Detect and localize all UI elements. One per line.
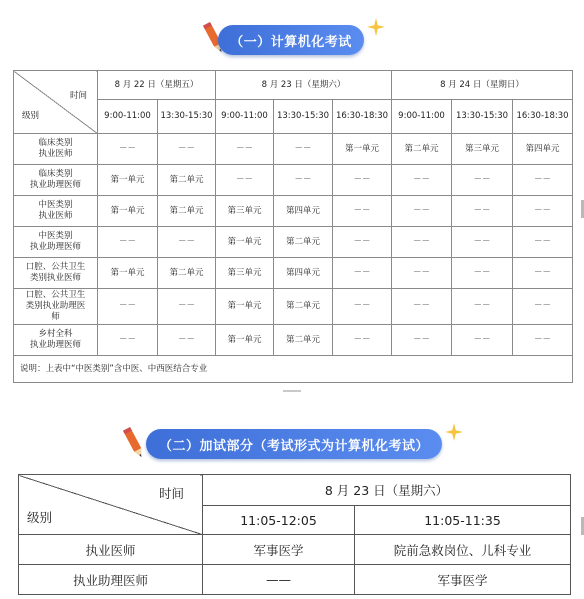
time-header: 13:30-15:30: [158, 100, 216, 134]
time-header: 16:30-18:30: [333, 100, 392, 134]
additional-exam-table: [18, 474, 571, 595]
schedule-cell: －－: [274, 134, 333, 165]
schedule-cell: 第三单元: [216, 196, 274, 227]
schedule-cell: －－: [452, 325, 513, 356]
date-header-aug24: 8 月 24 日（星期日）: [392, 71, 573, 100]
row-label: 执业助理医师: [19, 565, 203, 595]
sparkle-icon: [445, 423, 463, 441]
header-corner-cell: [14, 71, 98, 134]
row-label: 乡村全科 执业助理医师: [14, 325, 98, 356]
header-corner-cell: [19, 475, 203, 535]
schedule-cell: －－: [158, 134, 216, 165]
schedule-cell: 第四单元: [274, 196, 333, 227]
schedule-cell: 第二单元: [158, 258, 216, 289]
schedule-cell: －－: [513, 227, 573, 258]
schedule-cell: －－: [98, 325, 158, 356]
schedule-cell: －－: [98, 289, 158, 325]
time-header: 13:30-15:30: [452, 100, 513, 134]
schedule-cell: 第三单元: [216, 258, 274, 289]
resize-handle[interactable]: [283, 390, 301, 392]
corner-label-time: 时间: [69, 91, 87, 101]
schedule-cell: －－: [158, 289, 216, 325]
table-row: [14, 289, 573, 325]
schedule-cell: －－: [98, 134, 158, 165]
table-row: [14, 165, 573, 196]
schedule-cell: －－: [392, 165, 452, 196]
schedule-cell: －－: [98, 227, 158, 258]
schedule-cell: －－: [333, 196, 392, 227]
exam-cell: 军事医学: [203, 535, 355, 565]
table-row: [14, 325, 573, 356]
table-row: [19, 565, 571, 595]
schedule-cell: 第二单元: [158, 165, 216, 196]
row-label: 临床类别 执业医师: [14, 134, 98, 165]
schedule-cell: 第四单元: [513, 134, 573, 165]
schedule-cell: 第一单元: [216, 325, 274, 356]
corner-label-level: 级别: [22, 111, 40, 121]
schedule-cell: －－: [274, 165, 333, 196]
corner-label-time: 时间: [158, 486, 184, 501]
table-row: [14, 258, 573, 289]
section-title-computer-exam: （一）计算机化考试: [218, 25, 364, 55]
schedule-cell: －－: [333, 227, 392, 258]
row-label: 中医类别 执业助理医师: [14, 227, 98, 258]
computer-exam-schedule-table: [13, 70, 573, 383]
schedule-cell: 第一单元: [98, 165, 158, 196]
exam-cell: ——: [203, 565, 355, 595]
row-label: 中医类别 执业医师: [14, 196, 98, 227]
exam-cell: 军事医学: [355, 565, 571, 595]
table-row: [14, 227, 573, 258]
row-label: 临床类别 执业助理医师: [14, 165, 98, 196]
schedule-cell: －－: [158, 325, 216, 356]
schedule-cell: －－: [513, 165, 573, 196]
schedule-cell: 第一单元: [216, 227, 274, 258]
schedule-cell: －－: [513, 196, 573, 227]
schedule-cell: －－: [513, 325, 573, 356]
schedule-cell: 第一单元: [98, 196, 158, 227]
sparkle-icon: [367, 18, 385, 36]
schedule-cell: －－: [216, 134, 274, 165]
row-label: 口腔、公共卫生 类别执业医师: [14, 258, 98, 289]
schedule-cell: －－: [158, 227, 216, 258]
schedule-cell: －－: [392, 289, 452, 325]
time-header: 9:00-11:00: [98, 100, 158, 134]
schedule-cell: －－: [392, 325, 452, 356]
date-header-aug23: 8 月 23 日（星期六）: [203, 475, 571, 506]
schedule-cell: 第二单元: [392, 134, 452, 165]
schedule-cell: 第二单元: [158, 196, 216, 227]
time-header: 16:30-18:30: [513, 100, 573, 134]
exam-cell: 院前急救岗位、儿科专业: [355, 535, 571, 565]
time-header: 9:00-11:00: [392, 100, 452, 134]
table-row: [19, 535, 571, 565]
schedule-cell: －－: [333, 165, 392, 196]
schedule-cell: －－: [392, 227, 452, 258]
schedule-cell: －－: [452, 227, 513, 258]
schedule-cell: 第一单元: [98, 258, 158, 289]
schedule-cell: 第一单元: [216, 289, 274, 325]
row-label: 口腔、公共卫生 类别执业助理医 师: [14, 289, 98, 325]
schedule-cell: －－: [333, 258, 392, 289]
schedule-cell: －－: [513, 258, 573, 289]
time-header: 11:05-12:05: [203, 506, 355, 535]
schedule-cell: －－: [392, 258, 452, 289]
schedule-cell: －－: [333, 289, 392, 325]
schedule-cell: －－: [452, 165, 513, 196]
table-row: [14, 134, 573, 165]
schedule-cell: －－: [452, 196, 513, 227]
schedule-cell: 第四单元: [274, 258, 333, 289]
section-title-additional-exam: （二）加试部分（考试形式为计算机化考试）: [146, 429, 442, 459]
schedule-cell: 第二单元: [274, 227, 333, 258]
time-header: 9:00-11:00: [216, 100, 274, 134]
schedule-cell: －－: [513, 289, 573, 325]
schedule-cell: 第一单元: [333, 134, 392, 165]
table-note: 说明：上表中“中医类别”含中医、中西医结合专业: [14, 356, 573, 383]
schedule-cell: 第二单元: [274, 289, 333, 325]
schedule-cell: 第二单元: [274, 325, 333, 356]
schedule-cell: －－: [216, 165, 274, 196]
time-header: 11:05-11:35: [355, 506, 571, 535]
row-label: 执业医师: [19, 535, 203, 565]
corner-label-level: 级别: [27, 510, 53, 525]
schedule-cell: 第三单元: [452, 134, 513, 165]
date-header-aug23: 8 月 23 日（星期六）: [216, 71, 392, 100]
pencil-icon: [121, 425, 147, 461]
schedule-cell: －－: [452, 289, 513, 325]
schedule-cell: －－: [452, 258, 513, 289]
table-row: [14, 196, 573, 227]
schedule-cell: －－: [392, 196, 452, 227]
schedule-cell: －－: [333, 325, 392, 356]
time-header: 13:30-15:30: [274, 100, 333, 134]
date-header-aug22: 8 月 22 日（星期五）: [98, 71, 216, 100]
